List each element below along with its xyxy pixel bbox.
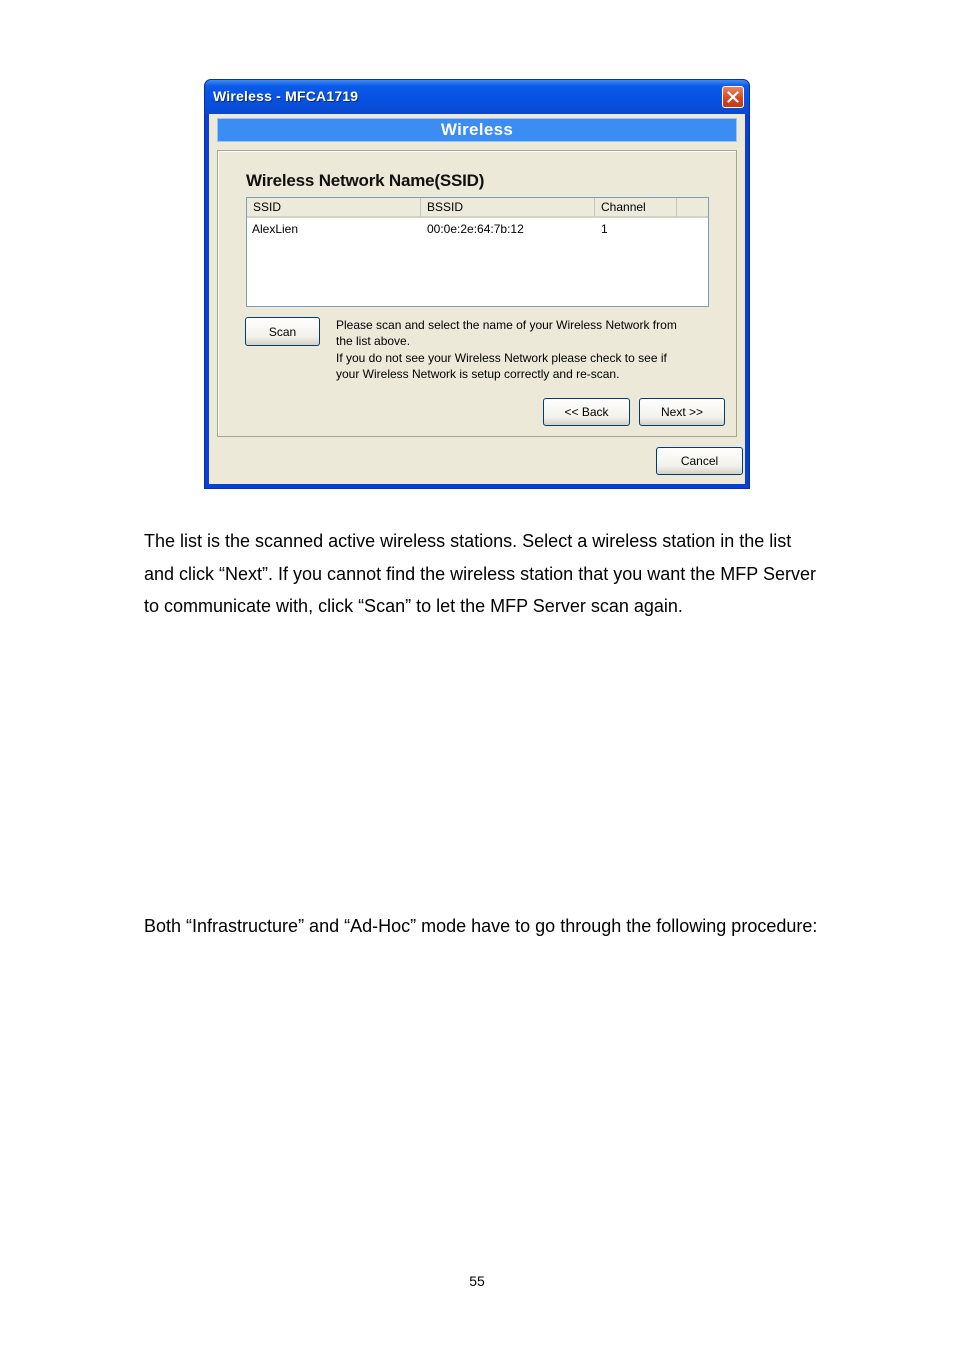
title-bar[interactable] bbox=[205, 80, 749, 114]
list-header bbox=[247, 198, 708, 218]
column-header-channel[interactable]: Channel bbox=[595, 198, 677, 218]
close-icon bbox=[727, 91, 739, 103]
help-line: If you do not see your Wireless Network please check to see if bbox=[336, 350, 667, 365]
ssid-list[interactable] bbox=[246, 197, 709, 307]
body-paragraph-1: The list is the scanned active wireless stations. Select a wireless station in the list and click “Next”. If you cannot find the wireless station that you want the MFP Server to communicate with, click “Scan” to let the MFP Server scan again. bbox=[144, 531, 816, 616]
column-header-ssid[interactable]: SSID bbox=[247, 198, 421, 218]
scan-button[interactable]: Scan bbox=[245, 317, 320, 346]
back-button[interactable]: << Back bbox=[543, 398, 630, 426]
section-title: Wireless Network Name(SSID) bbox=[246, 171, 485, 190]
list-item[interactable] bbox=[247, 220, 708, 238]
cancel-button[interactable]: Cancel bbox=[656, 447, 743, 475]
help-text bbox=[336, 317, 716, 382]
wireless-banner: Wireless bbox=[217, 118, 737, 142]
help-line: your Wireless Network is setup correctly and re-scan. bbox=[336, 366, 620, 381]
help-line: the list above. bbox=[336, 334, 411, 349]
wireless-dialog bbox=[204, 79, 750, 489]
close-button[interactable] bbox=[722, 86, 744, 108]
column-header-filler bbox=[677, 198, 708, 218]
help-line: Please scan and select the name of your Wireless Network from bbox=[336, 318, 677, 332]
column-header-bssid[interactable]: BSSID bbox=[421, 198, 595, 218]
next-button[interactable]: Next >> bbox=[639, 398, 725, 426]
ssid-cell: AlexLien bbox=[252, 222, 299, 236]
body-paragraph-2: Both “Infrastructure” and “Ad-Hoc” mode have to go through the following procedure: bbox=[144, 916, 818, 936]
bssid-cell: 00:0e:2e:64:7b:12 bbox=[427, 222, 524, 236]
window-title: Wireless - MFCA1719 bbox=[213, 88, 359, 104]
channel-cell: 1 bbox=[601, 222, 608, 236]
dialog-client-area bbox=[209, 114, 745, 484]
page-number: 55 bbox=[469, 1273, 485, 1289]
ssid-panel bbox=[217, 150, 737, 437]
